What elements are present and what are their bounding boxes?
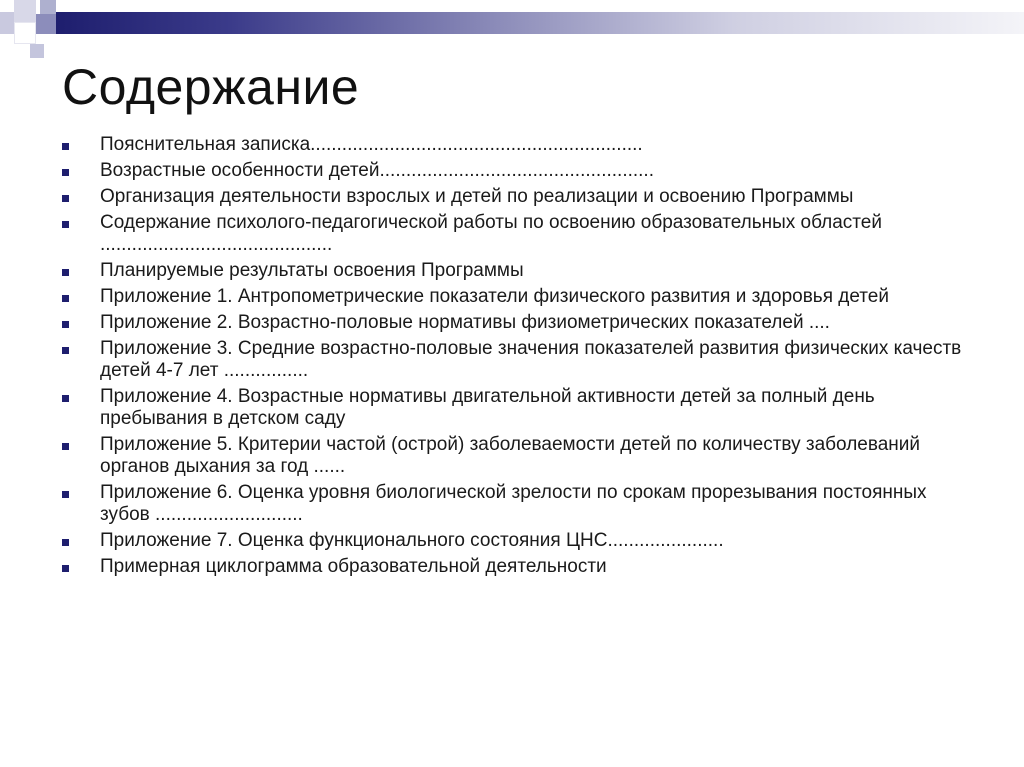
toc-item-text: Организация деятельности взрослых и детей по реализации и освоению Программы [100, 186, 854, 207]
decorative-square [36, 14, 56, 34]
toc-item-text: Содержание психолого-педагогической работы по освоению образовательных областей ............................................ [100, 212, 882, 255]
square-bullet-icon [62, 539, 69, 546]
square-bullet-icon [62, 491, 69, 498]
toc-item-text: Приложение 1. Антропометрические показатели физического развития и здоровья детей [100, 286, 889, 307]
toc-item [62, 160, 962, 182]
square-bullet-icon [62, 347, 69, 354]
toc-item [62, 386, 962, 430]
decorative-square [14, 22, 36, 44]
toc-item [62, 312, 962, 334]
square-bullet-icon [62, 321, 69, 328]
toc-item-text: Приложение 2. Возрастно-половые нормативы физиометрических показателей .... [100, 312, 830, 333]
square-bullet-icon [62, 269, 69, 276]
decorative-square [0, 12, 14, 34]
toc-item-text: Пояснительная записка............................................................... [100, 134, 643, 155]
decorative-square [14, 0, 36, 22]
decorative-square [40, 0, 56, 14]
toc-item-text: Приложение 6. Оценка уровня биологической зрелости по срокам прорезывания постоянных зубов ............................ [100, 482, 927, 525]
toc-item [62, 434, 962, 478]
toc-item-text: Приложение 7. Оценка функционального состояния ЦНС...................... [100, 530, 724, 551]
toc-item [62, 286, 962, 308]
toc-item-text: Приложение 4. Возрастные нормативы двигательной активности детей за полный день пребывания в детском саду [100, 386, 875, 429]
toc-item [62, 134, 962, 156]
toc-item [62, 338, 962, 382]
toc-item [62, 530, 962, 552]
slide-title: Содержание [62, 59, 360, 115]
square-bullet-icon [62, 295, 69, 302]
table-of-contents [62, 134, 962, 582]
toc-item-text: Возрастные особенности детей.................................................... [100, 160, 654, 181]
square-bullet-icon [62, 221, 69, 228]
square-bullet-icon [62, 565, 69, 572]
square-bullet-icon [62, 169, 69, 176]
square-bullet-icon [62, 143, 69, 150]
toc-item [62, 260, 962, 282]
toc-item-text: Приложение 3. Средние возрастно-половые значения показателей развития физических качеств детей 4-7 лет ................ [100, 338, 962, 381]
toc-item [62, 186, 962, 208]
toc-item-text: Примерная циклограмма образовательной деятельности [100, 556, 607, 577]
square-bullet-icon [62, 443, 69, 450]
decorative-square [30, 44, 44, 58]
toc-item-text: Приложение 5. Критерии частой (острой) заболеваемости детей по количеству заболеваний органов дыхания за год ...... [100, 434, 921, 477]
toc-item [62, 556, 962, 578]
decorative-top-band [56, 12, 1024, 34]
toc-item [62, 482, 962, 526]
toc-item-text: Планируемые результаты освоения Программы [100, 260, 524, 281]
square-bullet-icon [62, 195, 69, 202]
toc-item [62, 212, 962, 256]
square-bullet-icon [62, 395, 69, 402]
